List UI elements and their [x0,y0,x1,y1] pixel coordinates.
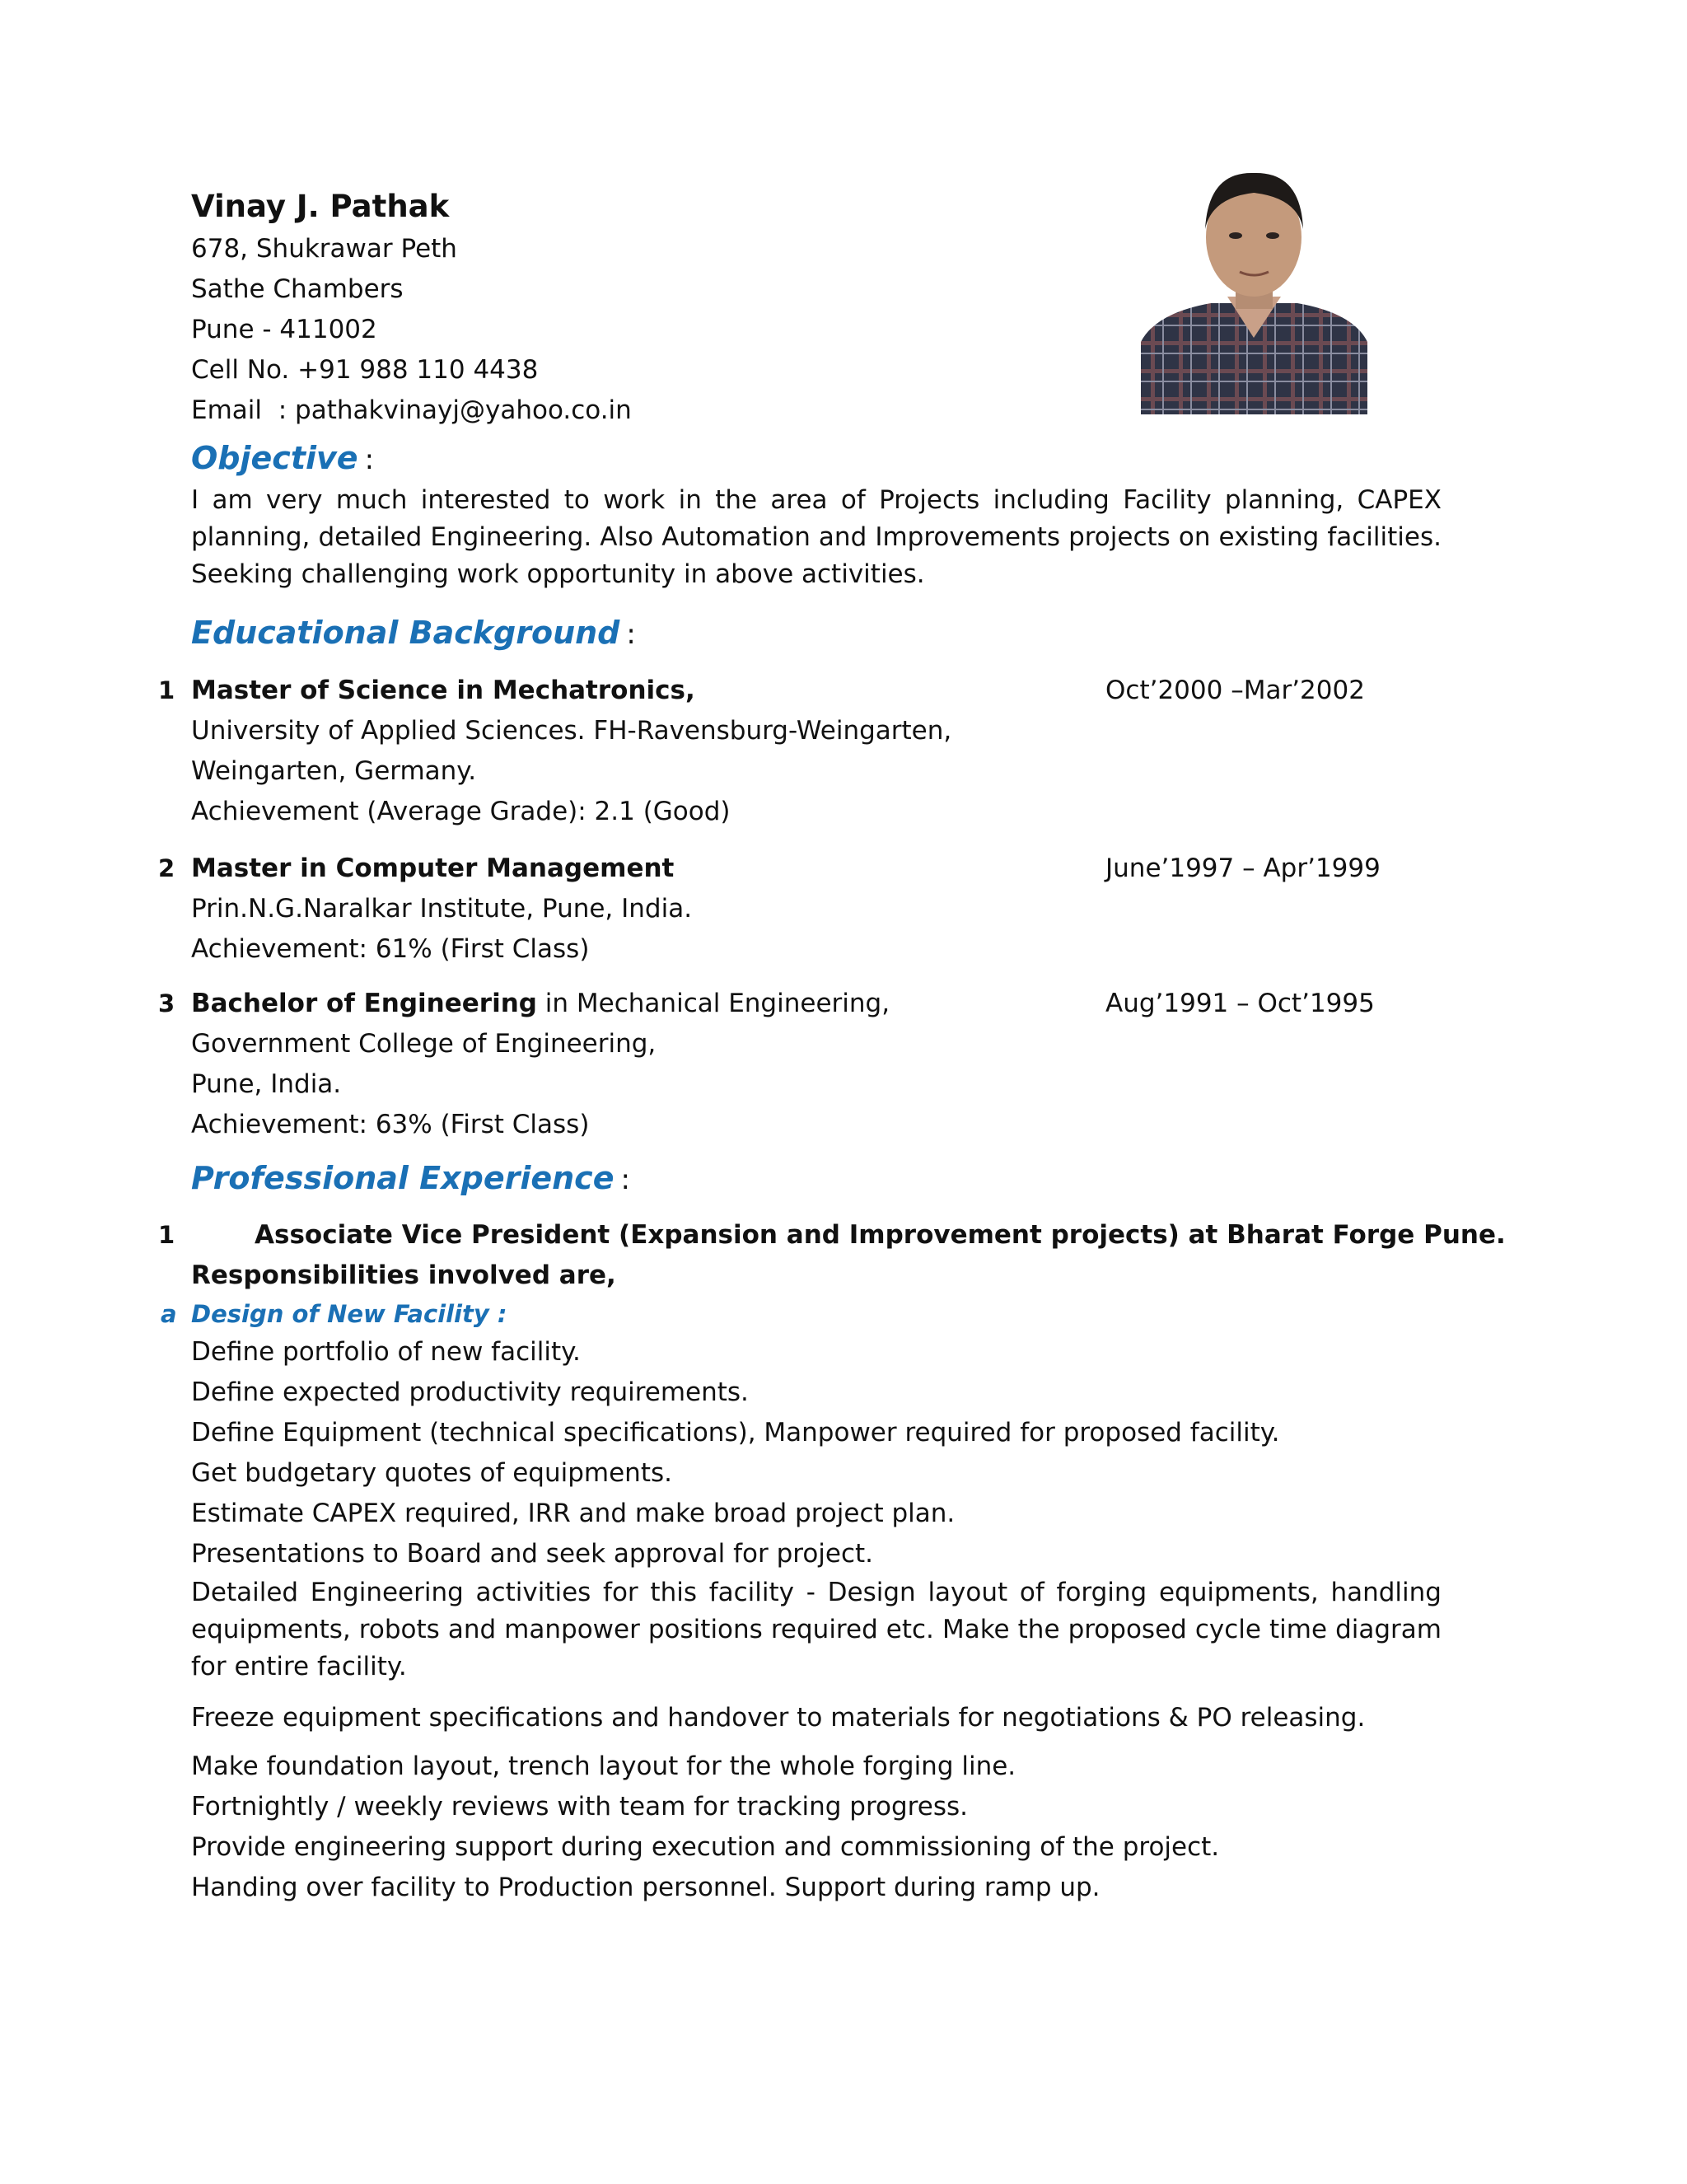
experience-item-number: 1 [158,1221,175,1249]
task-line: Presentations to Board and seek approval for project. [191,1539,874,1569]
experience-heading-text: Professional Experience [191,1160,615,1196]
objective-heading-colon: : [364,443,375,476]
education-item-title-bold: Bachelor of Engineering [191,989,537,1018]
responsibilities-label: Responsibilities involved are, [191,1260,616,1290]
task-line: Provide engineering support during execution and commissioning of the project. [191,1832,1220,1862]
address-line-2: Sathe Chambers [191,274,404,304]
education-item-number: 3 [158,989,175,1017]
education-item-line: Government College of Engineering, [191,1029,657,1059]
candidate-name: Vinay J. Pathak [191,189,450,224]
experience-heading-colon: : [620,1163,630,1196]
education-item-number: 2 [158,854,175,882]
task-line: Estimate CAPEX required, IRR and make broad project plan. [191,1499,956,1528]
task-line: Define Equipment (technical specifications), Manpower required for proposed facility. [191,1418,1280,1447]
education-item-line: Pune, India. [191,1069,342,1099]
education-item-line: Achievement (Average Grade): 2.1 (Good) [191,797,731,826]
objective-heading-text: Objective [191,440,358,476]
education-item-line: Prin.N.G.Naralkar Institute, Pune, India. [191,894,693,924]
education-item-title: Master of Science in Mechatronics, [191,676,695,705]
education-item-line: Achievement: 61% (First Class) [191,934,590,964]
email-line: Email : pathakvinayj@yahoo.co.in [191,395,632,425]
education-heading-colon: : [626,618,636,651]
person-icon [1141,165,1367,414]
education-item-line: Achievement: 63% (First Class) [191,1110,590,1139]
task-line: Fortnightly / weekly reviews with team for tracking progress. [191,1792,968,1822]
phone-line: Cell No. +91 988 110 4438 [191,355,539,385]
experience-title: Associate Vice President (Expansion and Improvement projects) at Bharat Forge Pune. [255,1220,1506,1250]
task-line: Get budgetary quotes of equipments. [191,1458,672,1488]
education-item-number: 1 [158,676,175,704]
freeze-line: Freeze equipment specifications and handover to materials for negotiations & PO releasing. [191,1703,1366,1733]
objective-heading [191,438,374,481]
education-heading [191,613,636,656]
sub-letter: a [161,1300,177,1328]
experience-heading [191,1158,630,1201]
detail-paragraph: Detailed Engineering activities for this facility - Design layout of forging equipments, handling equipments, robots and manpower positions required etc. Make the proposed cycle time diagram for entire facility. [191,1578,1442,1681]
education-item-title [191,984,890,1024]
education-item-dates: Aug’1991 – Oct’1995 [1105,989,1375,1018]
task-line: Define expected productivity requirements. [191,1377,749,1407]
task-line: Define portfolio of new facility. [191,1337,581,1367]
education-item-title: Master in Computer Management [191,853,675,883]
address-line-3: Pune - 411002 [191,315,377,344]
education-item-dates: June’1997 – Apr’1999 [1105,853,1381,883]
profile-photo [1141,165,1367,414]
sub-heading: Design of New Facility : [191,1300,507,1328]
address-line-1: 678, Shukrawar Peth [191,234,457,264]
education-item-title-rest: in Mechanical Engineering, [536,989,890,1018]
education-heading-text: Educational Background [191,615,620,651]
objective-text: I am very much interested to work in the area of Projects including Facility planning, CAPEX planning, detailed Engineering. Also Automation and Improvements projects on existing facilities. Seeking challenging work opportunity in above activities. [191,485,1442,589]
education-item-line: University of Applied Sciences. FH-Ravensburg-Weingarten, [191,716,952,746]
task-line: Handing over facility to Production personnel. Support during ramp up. [191,1873,1101,1902]
education-item-line: Weingarten, Germany. [191,756,477,786]
task-line: Make foundation layout, trench layout for the whole forging line. [191,1751,1016,1781]
education-item-dates: Oct’2000 –Mar’2002 [1105,676,1365,705]
